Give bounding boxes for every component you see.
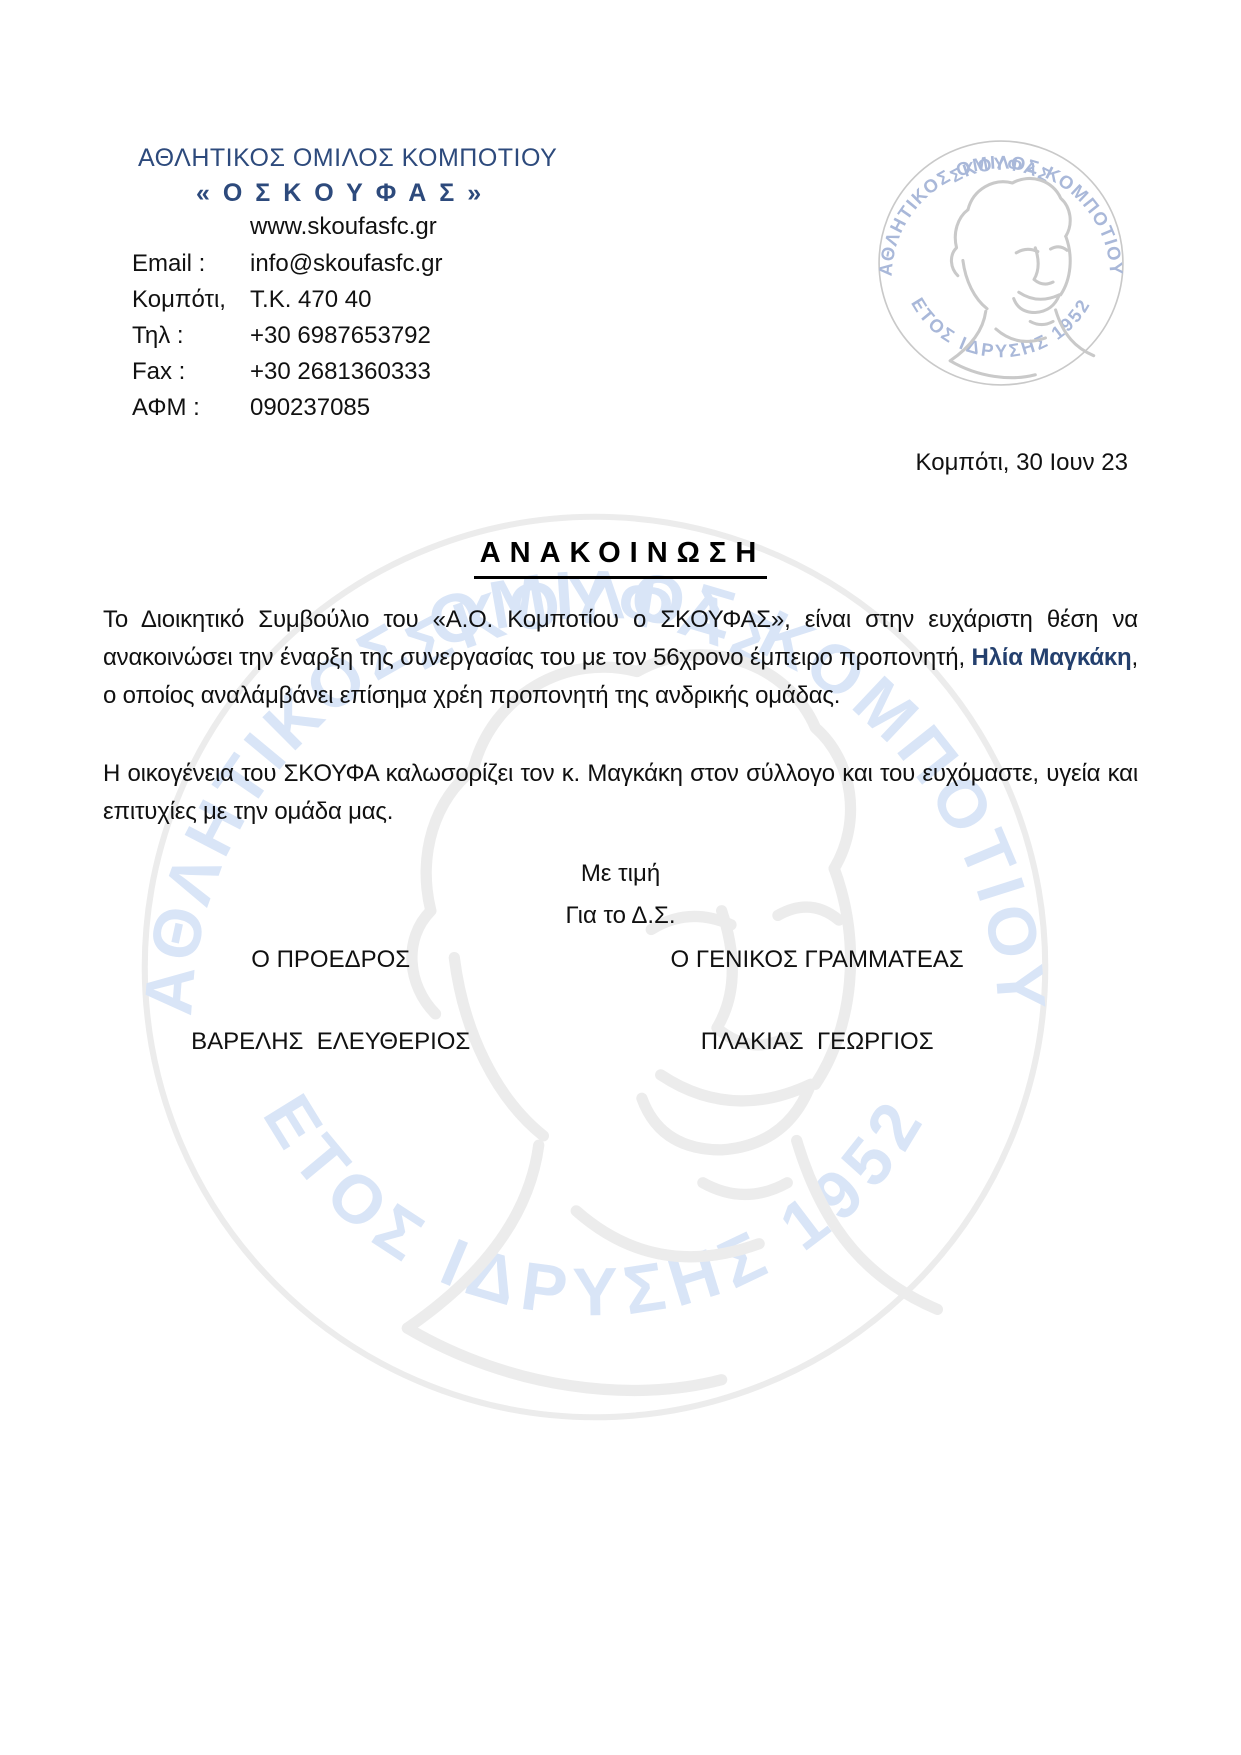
signature-names-row [103,1027,1138,1057]
closing-regards: Με τιμή [580,860,661,887]
contact-label-town: Κομπότι, [132,286,226,313]
contact-label-phone: Τηλ : [132,322,184,349]
contact-value-phone: +30 6987653792 [250,322,431,349]
contact-value-fax: +30 2681360333 [250,358,431,385]
contact-value-email: info@skoufasfc.gr [250,250,443,277]
club-name: ΑΘΛΗΤΙΚΟΣ ΟΜΙΛΟΣ ΚΟΜΠΟΤΙΟΥ [138,144,558,172]
paragraph-announcement [103,601,1138,715]
closing-for-board: Για το Δ.Σ. [565,902,676,929]
contact-label-fax: Fax : [132,358,186,385]
signature-titles-row [103,945,1138,975]
contact-label-vat: ΑΦΜ : [132,394,200,421]
president-title: Ο ΠΡΟΕΔΡΟΣ [251,946,411,973]
president-name: ΒΑΡΕΛΗΣ ΕΛΕΥΘΕΡΙΟΣ [191,1028,471,1055]
secretary-title: Ο ΓΕΝΙΚΟΣ ΓΡΑΜΜΑΤΕΑΣ [670,946,964,973]
website-url: www.skoufasfc.gr [250,213,437,240]
coach-name: Ηλία Μαγκάκη [971,644,1132,671]
paragraph-1-text-after: , ο οποίος αναλάμβάνει επίσημα χρέη προπονητή της ανδρικής ομάδας. [103,644,1138,709]
paragraph-welcome: Η οικογένεια του ΣΚΟΥΦΑ καλωσορίζει τον κ. Μαγκάκη στον σύλλογο και του ευχόμαστε, υγεία και επιτυχίες με την ομάδα μας. [103,760,1138,825]
club-nickname: « Ο Σ Κ Ο Υ Φ Α Σ » [196,179,485,207]
contact-label-email: Email : [132,250,206,277]
secretary-name: ΠΛΑΚΙΑΣ ΓΕΩΡΓΙΟΣ [700,1028,934,1055]
date-line: Κομπότι, 30 Ιουν 23 [915,449,1128,476]
page-title: ΑΝΑΚΟΙΝΩΣΗ [474,536,768,579]
contact-value-vat: 090237085 [250,394,371,421]
title-wrap [103,536,1138,579]
contact-value-postcode: Τ.Κ. 470 40 [250,286,372,313]
paragraph-1-text-before: Το Διοικητικό Συμβούλιο του «Α.Ο. Κομποτίου ο ΣΚΟΥΦΑΣ», είναι στην ευχάριστη θέση να ανακοινώσει την έναρξη της συνεργασίας του με τον 56χρονο έμπειρο προπονητή, [103,606,1138,671]
